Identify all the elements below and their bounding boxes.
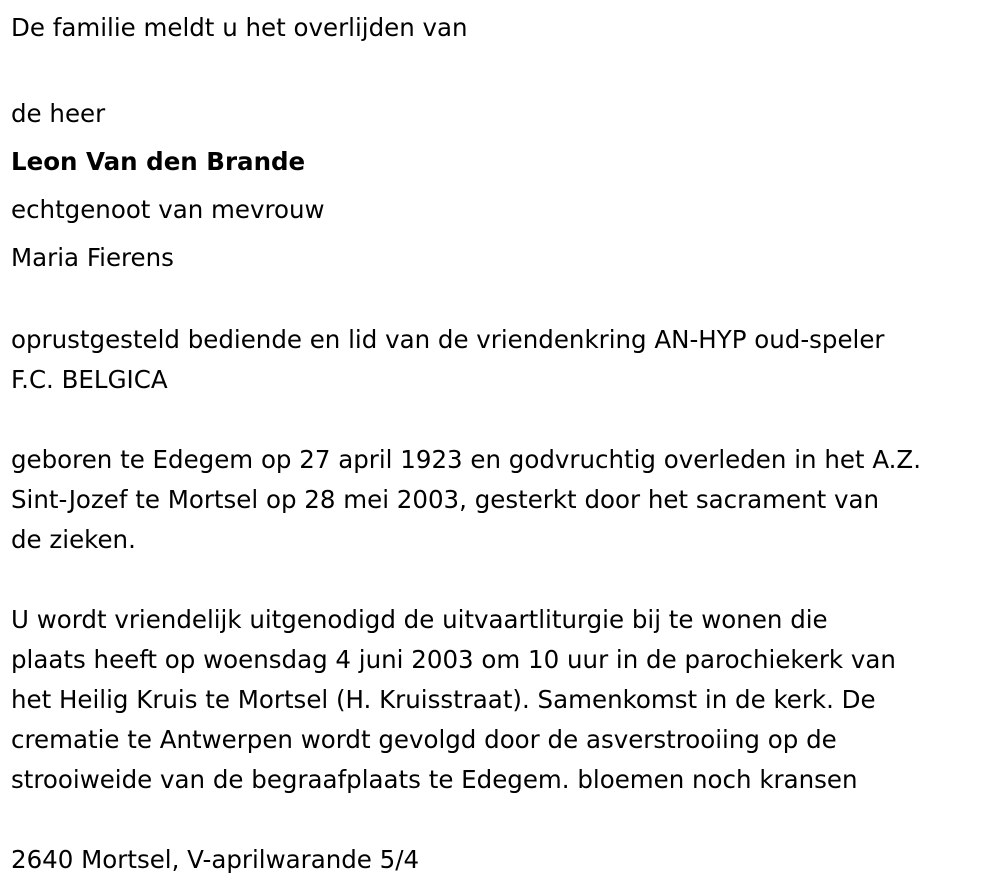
deceased-name: Leon Van den Brande xyxy=(11,147,306,176)
funeral-line: het Heilig Kruis te Mortsel (H. Kruisstraat). Samenkomst in de kerk. De xyxy=(11,685,876,714)
funeral-paragraph xyxy=(11,600,1000,800)
funeral-line: plaats heeft op woensdag 4 juni 2003 om 10 uur in de parochiekerk van xyxy=(11,645,896,674)
funeral-line: crematie te Antwerpen wordt gevolgd door de asverstrooiing op de xyxy=(11,725,837,754)
intro-text: De familie meldt u het overlijden van xyxy=(11,13,468,42)
funeral-line: strooiweide van de begraafplaats te Edegem. bloemen noch kransen xyxy=(11,765,858,794)
spouse-label: echtgenoot van mevrouw xyxy=(11,195,325,224)
occupation-paragraph xyxy=(11,320,1000,400)
birth-death-line: geboren te Edegem op 27 april 1923 en godvruchtig overleden in het A.Z. xyxy=(11,445,922,474)
birth-death-paragraph xyxy=(11,440,1000,560)
birth-death-line: Sint-Jozef te Mortsel op 28 mei 2003, gesterkt door het sacrament van xyxy=(11,485,880,514)
spouse-name: Maria Fierens xyxy=(11,243,174,272)
spacer xyxy=(11,560,1000,600)
occupation-line: oprustgesteld bediende en lid van de vriendenkring AN-HYP oud-speler xyxy=(11,325,885,354)
spacer xyxy=(11,46,1000,90)
birth-death-line: de zieken. xyxy=(11,525,136,554)
occupation-line: F.C. BELGICA xyxy=(11,365,168,394)
spacer xyxy=(11,800,1000,840)
title-prefix: de heer xyxy=(11,99,106,128)
spacer xyxy=(11,282,1000,320)
spacer xyxy=(11,400,1000,440)
funeral-line: U wordt vriendelijk uitgenodigd de uitvaartliturgie bij te wonen die xyxy=(11,605,828,634)
address-text: 2640 Mortsel, V-aprilwarande 5/4 xyxy=(11,845,420,874)
